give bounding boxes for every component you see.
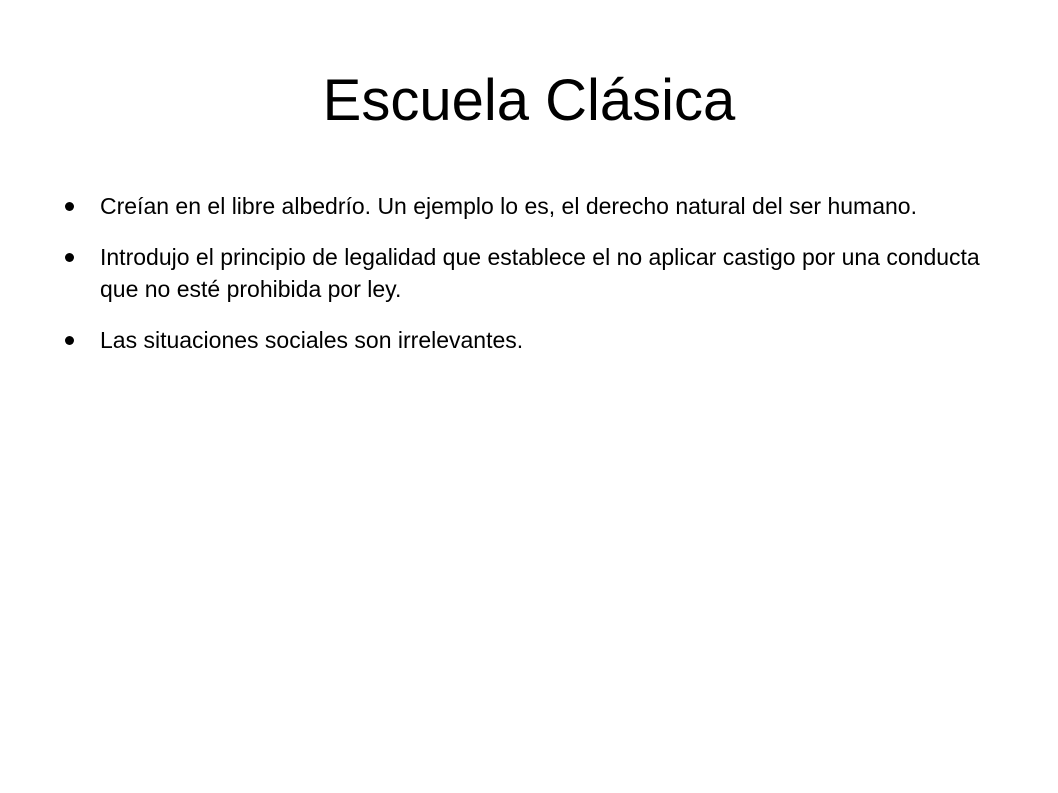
bullet-icon: [65, 336, 74, 345]
bullet-icon: [65, 202, 74, 211]
bullet-list: [65, 190, 995, 375]
bullet-icon: [65, 253, 74, 262]
bullet-text: Creían en el libre albedrío. Un ejemplo lo es, el derecho natural del ser humano.: [100, 193, 917, 219]
list-item: [65, 324, 995, 356]
slide-title: Escuela Clásica: [322, 68, 736, 133]
bullet-text: Las situaciones sociales son irrelevantes.: [100, 327, 524, 353]
list-item: [65, 190, 995, 222]
bullet-text: Introdujo el principio de legalidad que establece el no aplicar castigo por una conducta que no esté prohibida por ley.: [100, 244, 980, 302]
list-item: [65, 241, 995, 305]
